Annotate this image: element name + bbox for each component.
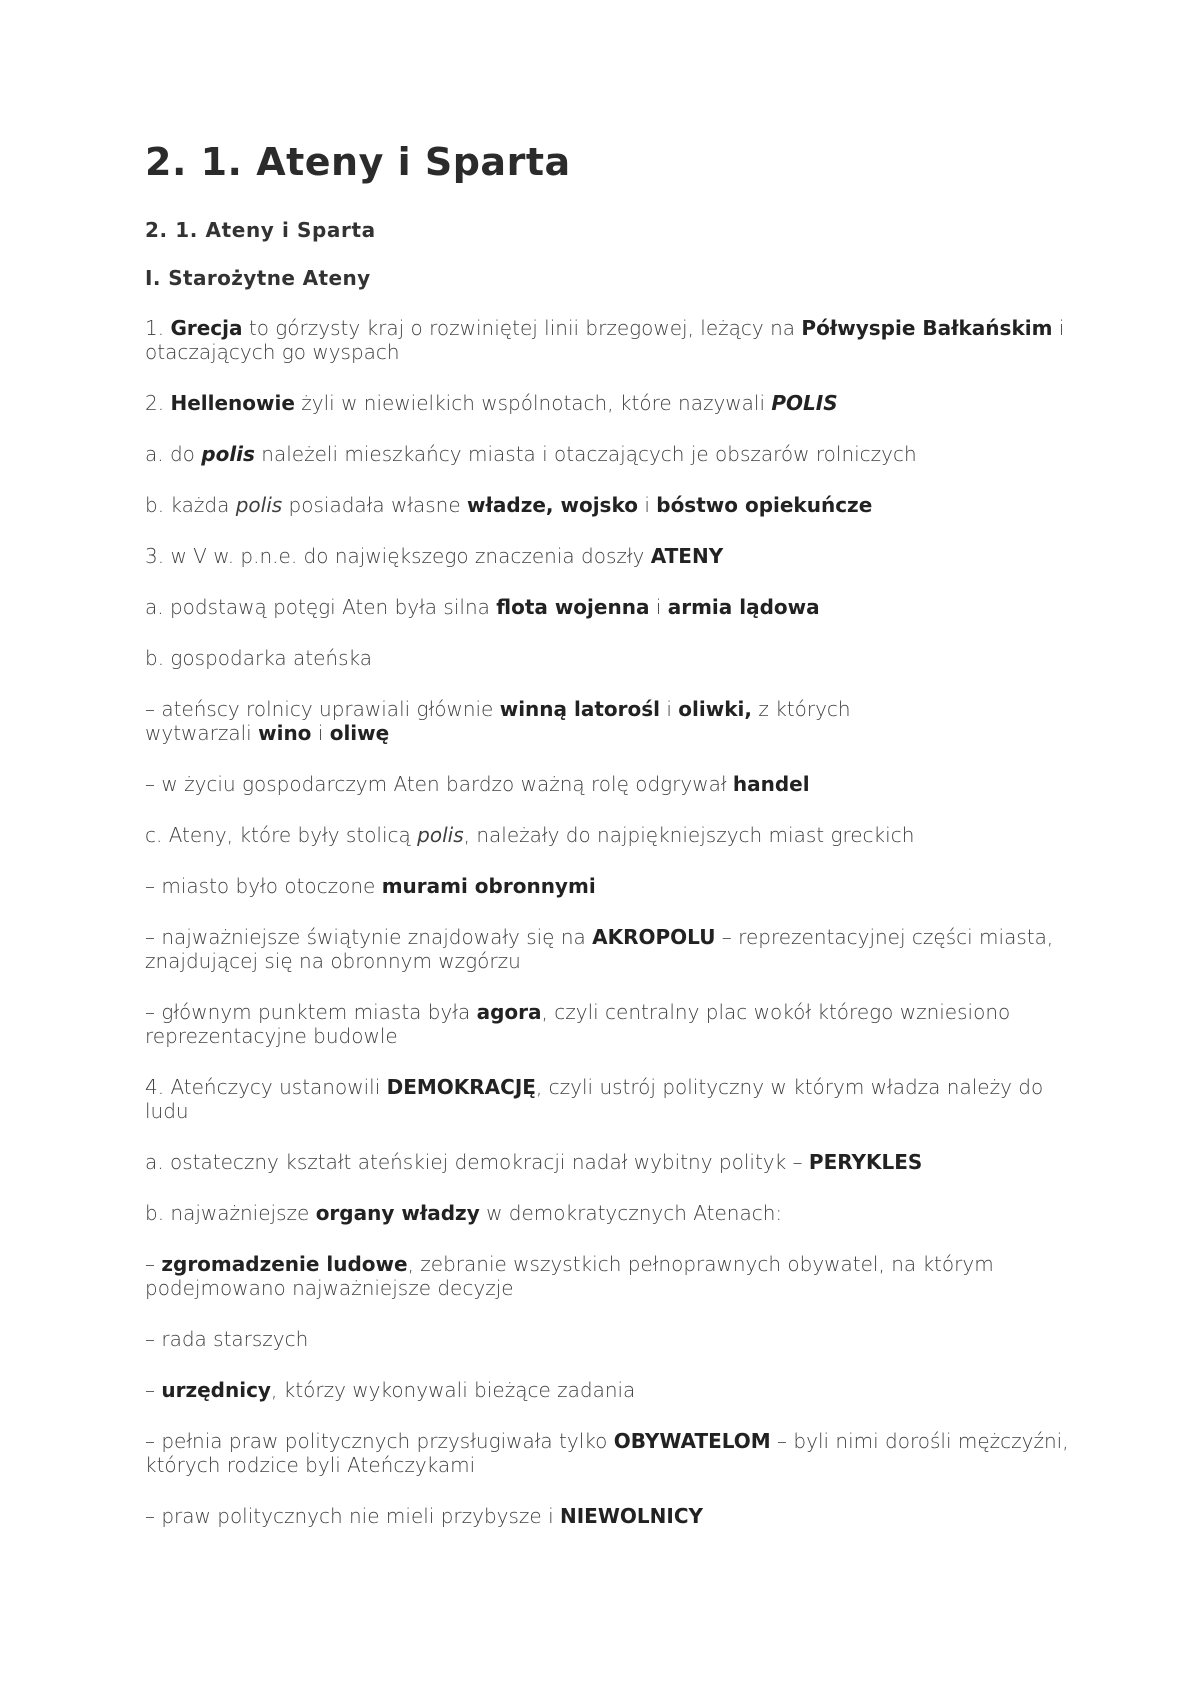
paragraph-4: b. każda polis posiadała własne władze, wojsko i bóstwo opiekuńcze — [145, 493, 873, 517]
paragraph-5: 3. w V w. p.n.e. do największego znaczenia doszły ATENY — [145, 544, 724, 568]
paragraph-8: – ateńscy rolnicy uprawiali głównie winną latorośl i oliwki, z których wytwarzali wino i oliwę — [145, 697, 851, 745]
document-subtitle: 2. 1. Ateny i Sparta — [145, 218, 376, 242]
paragraph-3: a. do polis należeli mieszkańcy miasta i otaczających je obszarów rolniczych — [145, 442, 917, 466]
paragraph-20: – pełnia praw politycznych przysługiwała tylko OBYWATELOM – byli nimi dorośli mężczyźni, których rodzice byli Ateńczykami — [145, 1429, 1069, 1477]
paragraph-10: c. Ateny, które były stolicą polis, należały do najpiękniejszych miast greckich — [145, 823, 915, 847]
paragraph-14: 4. Ateńczycy ustanowili DEMOKRACJĘ, czyli ustrój polityczny w którym władza należy do ludu — [145, 1075, 1044, 1123]
document-title: 2. 1. Ateny i Sparta — [145, 140, 571, 184]
paragraph-1: 1. Grecja to górzysty kraj o rozwiniętej linii brzegowej, leżący na Półwyspie Bałkańskim i otaczających go wyspach — [145, 316, 1065, 364]
paragraph-21: – praw politycznych nie mieli przybysze i NIEWOLNICY — [145, 1504, 703, 1528]
paragraph-16: b. najważniejsze organy władzy w demokratycznych Atenach: — [145, 1201, 783, 1225]
paragraph-7: b. gospodarka ateńska — [145, 646, 373, 670]
paragraph-11: – miasto było otoczone murami obronnymi — [145, 874, 596, 898]
paragraph-15: a. ostateczny kształt ateńskiej demokracji nadał wybitny polityk – PERYKLES — [145, 1150, 923, 1174]
paragraph-18: – rada starszych — [145, 1327, 309, 1351]
paragraph-9: – w życiu gospodarczym Aten bardzo ważną rolę odgrywał handel — [145, 772, 810, 796]
section-heading: I. Starożytne Ateny — [145, 266, 371, 290]
paragraph-17: – zgromadzenie ludowe, zebranie wszystkich pełnoprawnych obywatel, na którym podejmowano najważniejsze decyzje — [145, 1252, 994, 1300]
paragraph-12: – najważniejsze świątynie znajdowały się na AKROPOLU – reprezentacyjnej części miasta, znajdującej się na obronnym wzgórzu — [145, 925, 1054, 973]
paragraph-13: – głównym punktem miasta była agora, czyli centralny plac wokół którego wzniesiono reprezentacyjne budowle — [145, 1000, 1011, 1048]
paragraph-19: – urzędnicy, którzy wykonywali bieżące zadania — [145, 1378, 636, 1402]
paragraph-6: a. podstawą potęgi Aten była silna flota wojenna i armia lądowa — [145, 595, 820, 619]
paragraph-2: 2. Hellenowie żyli w niewielkich wspólnotach, które nazywali POLIS — [145, 391, 838, 415]
